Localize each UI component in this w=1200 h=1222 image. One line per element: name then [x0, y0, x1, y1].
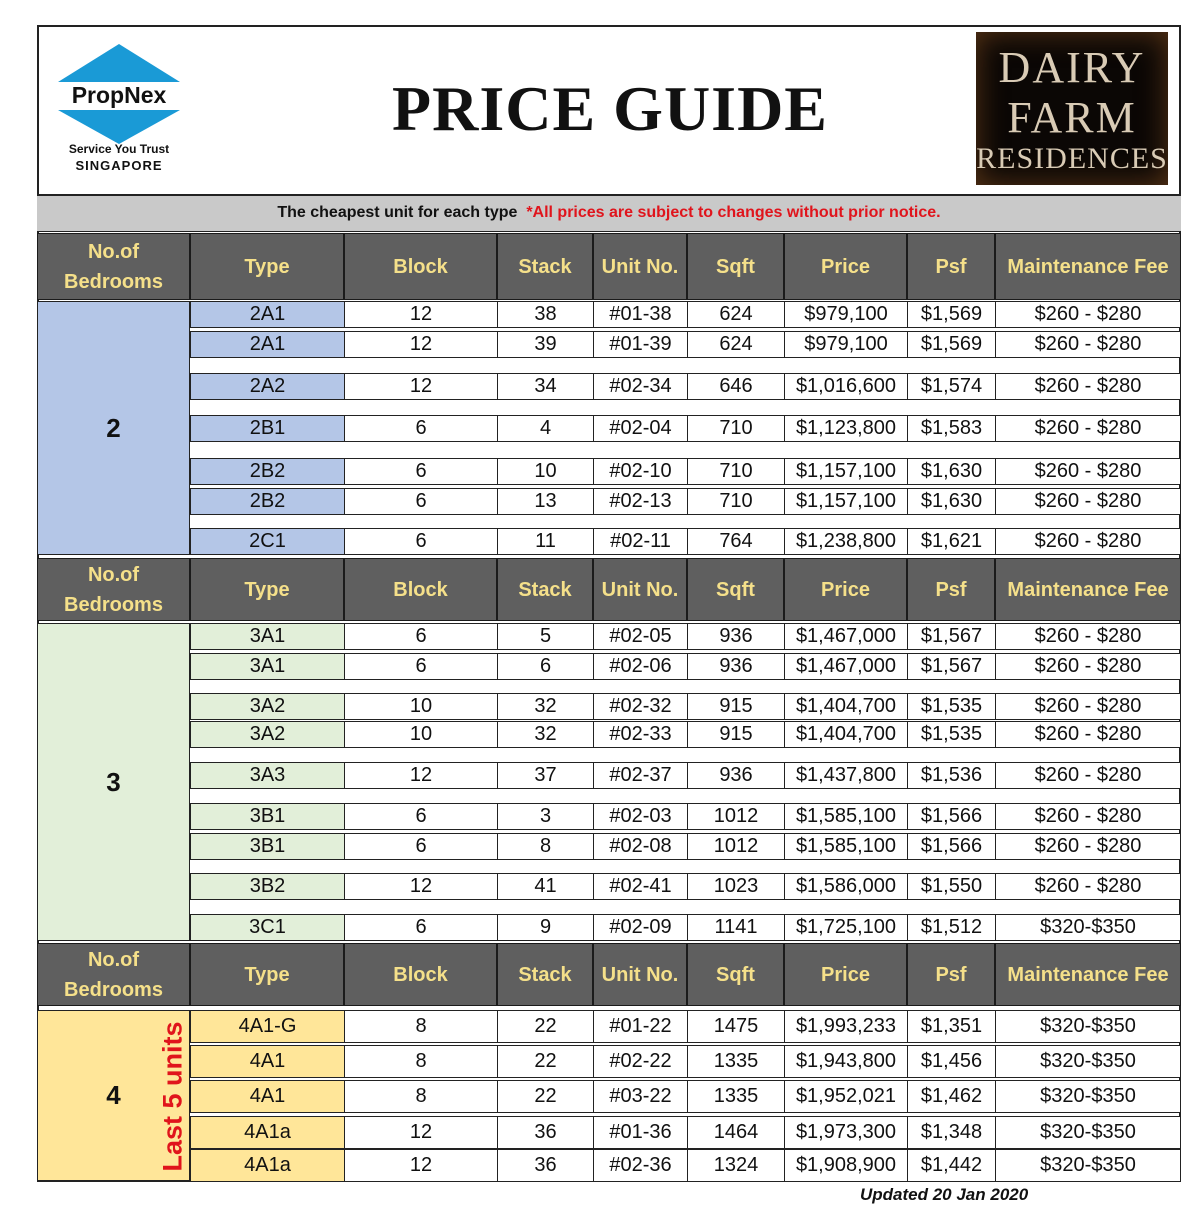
- table-cell: 22: [497, 1080, 593, 1113]
- table-cell: 4: [497, 415, 593, 442]
- column-header: Block: [344, 943, 497, 1006]
- table-cell: $1,567: [907, 653, 995, 680]
- table-cell: $260 - $280: [995, 373, 1181, 400]
- table-cell: 3A2: [190, 693, 344, 720]
- table-cell: 3A2: [190, 721, 344, 748]
- table-cell: #01-36: [593, 1116, 687, 1149]
- dfr-line1: DAIRY: [998, 43, 1146, 92]
- table-cell: $260 - $280: [995, 653, 1181, 680]
- column-header: Psf: [907, 943, 995, 1006]
- propnex-brand: PropNex: [71, 82, 167, 108]
- table-cell: $1,973,300: [784, 1116, 907, 1149]
- table-cell: 38: [497, 301, 593, 328]
- table-cell: $1,574: [907, 373, 995, 400]
- column-header: Maintenance Fee: [995, 943, 1181, 1006]
- propnex-tagline: Service You Trust: [68, 142, 170, 156]
- table-cell: $1,348: [907, 1116, 995, 1149]
- table-cell: 3A1: [190, 623, 344, 650]
- table-cell: $1,550: [907, 873, 995, 900]
- table-cell: $1,442: [907, 1149, 995, 1182]
- table-cell: $260 - $280: [995, 693, 1181, 720]
- table-cell: $1,467,000: [784, 623, 907, 650]
- table-cell: $1,404,700: [784, 693, 907, 720]
- table-cell: $260 - $280: [995, 762, 1181, 789]
- table-cell: #01-39: [593, 331, 687, 358]
- table-cell: 22: [497, 1010, 593, 1043]
- table-cell: 624: [687, 301, 784, 328]
- table-cell: $1,238,800: [784, 528, 907, 555]
- table-cell: #02-10: [593, 458, 687, 485]
- bedroom-group-cell: [37, 301, 190, 555]
- dairy-farm-logo: [976, 32, 1168, 185]
- table-cell: $320-$350: [995, 1010, 1181, 1043]
- table-cell: $320-$350: [995, 1045, 1181, 1078]
- table-cell: 12: [344, 873, 497, 900]
- table-cell: 710: [687, 458, 784, 485]
- table-cell: $1,123,800: [784, 415, 907, 442]
- table-cell: 4A1a: [190, 1149, 344, 1182]
- table-cell: $1,585,100: [784, 803, 907, 830]
- notice-warning: *All prices are subject to changes without prior notice.: [526, 204, 941, 221]
- column-header: Stack: [497, 558, 593, 621]
- table-cell: 1012: [687, 833, 784, 860]
- table-cell: #02-06: [593, 653, 687, 680]
- table-cell: #02-34: [593, 373, 687, 400]
- table-cell: $260 - $280: [995, 331, 1181, 358]
- table-cell: #02-09: [593, 914, 687, 941]
- table-cell: 1012: [687, 803, 784, 830]
- table-cell: 12: [344, 762, 497, 789]
- dfr-line2: FARM: [1007, 93, 1137, 142]
- bedroom-count: 4: [106, 1080, 121, 1110]
- table-cell: 3: [497, 803, 593, 830]
- table-cell: #02-33: [593, 721, 687, 748]
- table-cell: 10: [344, 693, 497, 720]
- table-cell: $260 - $280: [995, 833, 1181, 860]
- table-cell: $320-$350: [995, 914, 1181, 941]
- table-cell: $320-$350: [995, 1116, 1181, 1149]
- table-cell: $1,993,233: [784, 1010, 907, 1043]
- table-cell: $1,583: [907, 415, 995, 442]
- table-cell: 2B2: [190, 458, 344, 485]
- table-cell: 8: [344, 1010, 497, 1043]
- table-cell: 9: [497, 914, 593, 941]
- table-cell: $260 - $280: [995, 528, 1181, 555]
- table-cell: 3A1: [190, 653, 344, 680]
- table-cell: $1,567: [907, 623, 995, 650]
- table-cell: 1324: [687, 1149, 784, 1182]
- table-cell: 1141: [687, 914, 784, 941]
- table-cell: $1,908,900: [784, 1149, 907, 1182]
- table-cell: $1,621: [907, 528, 995, 555]
- table-cell: 12: [344, 301, 497, 328]
- table-cell: 8: [344, 1080, 497, 1113]
- table-cell: #01-38: [593, 301, 687, 328]
- table-cell: #02-36: [593, 1149, 687, 1182]
- table-cell: $260 - $280: [995, 301, 1181, 328]
- table-cell: 10: [497, 458, 593, 485]
- table-cell: $1,630: [907, 458, 995, 485]
- table-cell: $260 - $280: [995, 873, 1181, 900]
- table-cell: $1,566: [907, 803, 995, 830]
- table-cell: $1,535: [907, 721, 995, 748]
- table-cell: 4A1: [190, 1080, 344, 1113]
- table-cell: $1,467,000: [784, 653, 907, 680]
- updated-date: Updated 20 Jan 2020: [860, 1185, 1029, 1204]
- table-cell: 39: [497, 331, 593, 358]
- table-cell: $1,512: [907, 914, 995, 941]
- table-cell: 41: [497, 873, 593, 900]
- table-cell: 6: [344, 488, 497, 515]
- notice-text: The cheapest unit for each type: [277, 204, 518, 221]
- table-cell: $979,100: [784, 301, 907, 328]
- table-cell: 4A1-G: [190, 1010, 344, 1043]
- column-header: Block: [344, 233, 497, 300]
- column-header: Type: [190, 558, 344, 621]
- table-cell: 936: [687, 623, 784, 650]
- column-header: Price: [784, 943, 907, 1006]
- table-cell: #02-05: [593, 623, 687, 650]
- table-cell: $320-$350: [995, 1149, 1181, 1182]
- table-cell: 3B2: [190, 873, 344, 900]
- table-cell: 764: [687, 528, 784, 555]
- table-cell: 32: [497, 721, 593, 748]
- table-cell: $1,157,100: [784, 488, 907, 515]
- table-cell: 4A1a: [190, 1116, 344, 1149]
- column-header: Psf: [907, 558, 995, 621]
- table-cell: 6: [344, 528, 497, 555]
- table-cell: $1,569: [907, 301, 995, 328]
- table-cell: 8: [344, 1045, 497, 1078]
- table-cell: $1,462: [907, 1080, 995, 1113]
- bedroom-group-cell: [37, 1010, 190, 1181]
- table-cell: 2B1: [190, 415, 344, 442]
- table-cell: 37: [497, 762, 593, 789]
- column-header: Unit No.: [593, 558, 687, 621]
- table-cell: 3A3: [190, 762, 344, 789]
- bedroom-count: 2: [106, 412, 121, 443]
- table-cell: #02-32: [593, 693, 687, 720]
- table-cell: $1,016,600: [784, 373, 907, 400]
- table-cell: 6: [344, 653, 497, 680]
- table-cell: 12: [344, 331, 497, 358]
- table-cell: 4A1: [190, 1045, 344, 1078]
- table-cell: $1,157,100: [784, 458, 907, 485]
- table-cell: 6: [344, 415, 497, 442]
- table-cell: 12: [344, 373, 497, 400]
- column-header: Block: [344, 558, 497, 621]
- column-header: Psf: [907, 233, 995, 300]
- table-cell: #02-22: [593, 1045, 687, 1078]
- column-header: Stack: [497, 233, 593, 300]
- table-cell: $1,536: [907, 762, 995, 789]
- table-cell: 8: [497, 833, 593, 860]
- table-cell: $1,725,100: [784, 914, 907, 941]
- column-header: Maintenance Fee: [995, 233, 1181, 300]
- table-cell: 915: [687, 721, 784, 748]
- table-cell: #02-41: [593, 873, 687, 900]
- table-cell: 6: [344, 803, 497, 830]
- table-cell: 710: [687, 415, 784, 442]
- table-cell: $1,586,000: [784, 873, 907, 900]
- column-header: No.of Bedrooms: [37, 233, 190, 300]
- table-cell: 1335: [687, 1080, 784, 1113]
- column-header: Sqft: [687, 943, 784, 1006]
- table-cell: 2A2: [190, 373, 344, 400]
- table-cell: $1,943,800: [784, 1045, 907, 1078]
- table-cell: 6: [497, 653, 593, 680]
- table-cell: 710: [687, 488, 784, 515]
- table-cell: 6: [344, 623, 497, 650]
- table-cell: $260 - $280: [995, 623, 1181, 650]
- table-cell: $260 - $280: [995, 721, 1181, 748]
- table-cell: #02-03: [593, 803, 687, 830]
- table-cell: 1023: [687, 873, 784, 900]
- table-cell: 34: [497, 373, 593, 400]
- column-header: Maintenance Fee: [995, 558, 1181, 621]
- column-header: No.of Bedrooms: [37, 558, 190, 621]
- table-cell: $260 - $280: [995, 415, 1181, 442]
- propnex-country: SINGAPORE: [75, 158, 163, 173]
- table-cell: 624: [687, 331, 784, 358]
- table-cell: #02-37: [593, 762, 687, 789]
- table-cell: $260 - $280: [995, 488, 1181, 515]
- table-cell: 12: [344, 1149, 497, 1182]
- column-header: Price: [784, 558, 907, 621]
- table-cell: $1,351: [907, 1010, 995, 1043]
- last-units-note: Last 5 units: [157, 1021, 188, 1172]
- column-header: Type: [190, 233, 344, 300]
- table-cell: 1335: [687, 1045, 784, 1078]
- propnex-logo: [58, 44, 180, 174]
- table-cell: $1,630: [907, 488, 995, 515]
- table-cell: $1,569: [907, 331, 995, 358]
- column-header: Sqft: [687, 558, 784, 621]
- column-header: No.of Bedrooms: [37, 943, 190, 1006]
- notice-bar: [37, 194, 1181, 232]
- dfr-line3: RESIDENCES: [976, 142, 1168, 175]
- table-cell: 936: [687, 653, 784, 680]
- table-cell: $1,404,700: [784, 721, 907, 748]
- table-cell: #02-08: [593, 833, 687, 860]
- table-cell: 646: [687, 373, 784, 400]
- table-cell: $1,456: [907, 1045, 995, 1078]
- table-cell: $260 - $280: [995, 803, 1181, 830]
- table-cell: #02-04: [593, 415, 687, 442]
- table-cell: 5: [497, 623, 593, 650]
- table-cell: $979,100: [784, 331, 907, 358]
- table-cell: 11: [497, 528, 593, 555]
- table-cell: 1475: [687, 1010, 784, 1043]
- table-cell: 6: [344, 458, 497, 485]
- table-cell: 6: [344, 914, 497, 941]
- bedroom-count: 3: [106, 766, 121, 797]
- table-cell: #02-11: [593, 528, 687, 555]
- bedroom-group-cell: [37, 623, 190, 941]
- table-cell: 10: [344, 721, 497, 748]
- column-header: Stack: [497, 943, 593, 1006]
- table-cell: #03-22: [593, 1080, 687, 1113]
- table-cell: $1,566: [907, 833, 995, 860]
- table-cell: 936: [687, 762, 784, 789]
- table-cell: 6: [344, 833, 497, 860]
- table-cell: 915: [687, 693, 784, 720]
- table-cell: 1464: [687, 1116, 784, 1149]
- page-title: PRICE GUIDE: [392, 73, 828, 144]
- column-header: Price: [784, 233, 907, 300]
- table-cell: 2C1: [190, 528, 344, 555]
- table-cell: $260 - $280: [995, 458, 1181, 485]
- table-cell: 13: [497, 488, 593, 515]
- table-cell: 32: [497, 693, 593, 720]
- table-cell: $1,952,021: [784, 1080, 907, 1113]
- table-cell: $1,535: [907, 693, 995, 720]
- table-cell: 3C1: [190, 914, 344, 941]
- table-cell: 12: [344, 1116, 497, 1149]
- column-header: Sqft: [687, 233, 784, 300]
- table-cell: $1,585,100: [784, 833, 907, 860]
- column-header: Unit No.: [593, 233, 687, 300]
- table-cell: 36: [497, 1149, 593, 1182]
- table-cell: $320-$350: [995, 1080, 1181, 1113]
- table-cell: 22: [497, 1045, 593, 1078]
- table-cell: 2A1: [190, 301, 344, 328]
- table-cell: $1,437,800: [784, 762, 907, 789]
- table-cell: 3B1: [190, 803, 344, 830]
- table-cell: 2A1: [190, 331, 344, 358]
- column-header: Unit No.: [593, 943, 687, 1006]
- table-cell: 3B1: [190, 833, 344, 860]
- table-cell: 36: [497, 1116, 593, 1149]
- table-cell: 2B2: [190, 488, 344, 515]
- table-cell: #02-13: [593, 488, 687, 515]
- column-header: Type: [190, 943, 344, 1006]
- table-cell: #01-22: [593, 1010, 687, 1043]
